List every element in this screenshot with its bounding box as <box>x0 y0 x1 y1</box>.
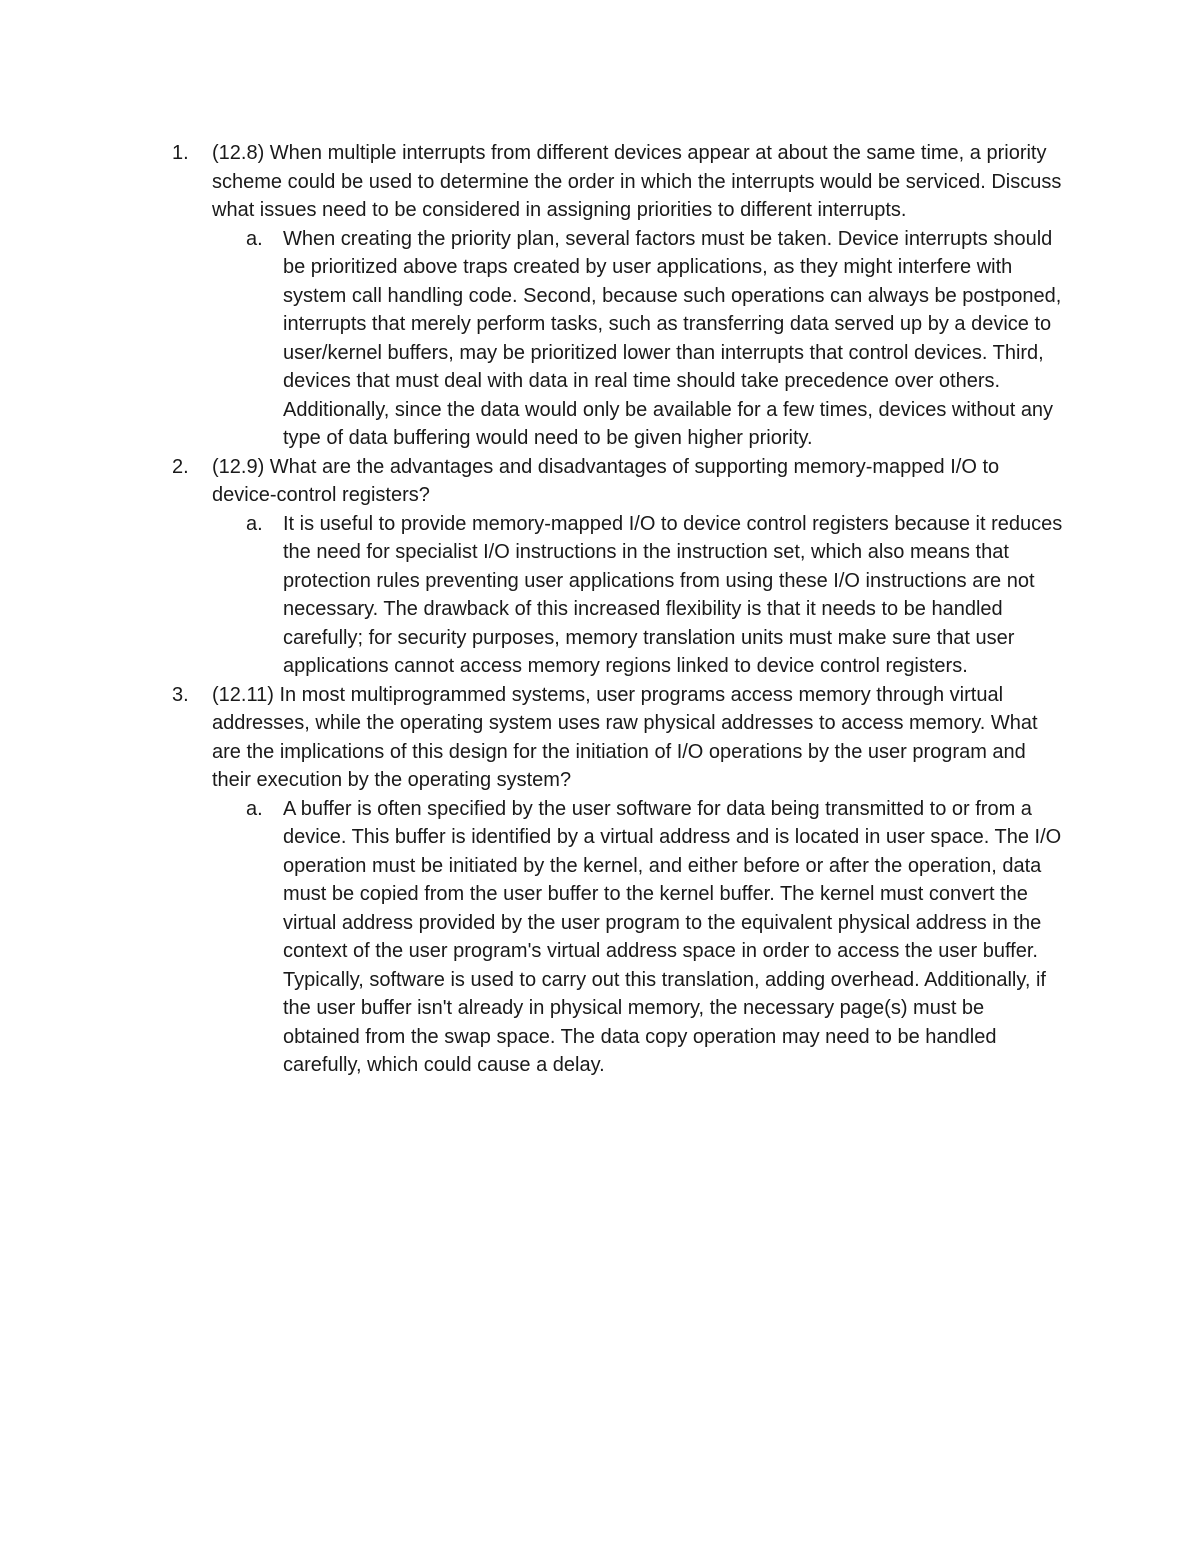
answer-text: It is useful to provide memory-mapped I/O to device control registers because it reduces the need for specialist I/O instructions in the instruction set, which also means that protection rules preventing user applications from using these I/O instructions are not necessary. The drawback of this increased flexibility is that it needs to be handled carefully; for security purposes, memory translation units must make sure that user applications cannot access memory regions linked to device control registers. <box>283 512 1063 677</box>
answer-marker: a. <box>246 227 263 250</box>
question-number: 1. <box>172 142 189 164</box>
answer-list <box>212 795 1065 1080</box>
answer-list <box>212 225 1065 453</box>
question-number: 2. <box>172 455 189 478</box>
answer-item <box>212 510 1065 681</box>
answer-list <box>212 510 1065 681</box>
answer-text: A buffer is often specified by the user software for data being transmitted to or from a device. This buffer is identified by a virtual address and is located in user space. The I/O operation must be initiated by the kernel, and either before or after the operation, data must be copied from the user buffer to the kernel buffer. The kernel must convert the virtual address provided by the user program to the equivalent physical address in the context of the user program's virtual address space in order to access the user buffer. Typically, software is used to carry out this translation, adding overhead. Additionally, if the user buffer isn't already in physical memory, the necessary page(s) must be obtained from the swap space. The data copy operation may need to be handled carefully, which could cause a delay. <box>283 797 1062 1076</box>
answer-text: When creating the priority plan, several factors must be taken. Device interrupts should be prioritized above traps created by user applications, as they might interfere with system call handling code. Second, because such operations can always be postponed, interrupts that merely perform tasks, such as transferring data served up by a device to user/kernel buffers, may be prioritized lower than interrupts that control devices. Third, devices that must deal with data in real time should take precedence over others. Additionally, since the data would only be available for a few times, devices without any type of data buffering would need to be given higher priority. <box>283 227 1062 449</box>
question-item-3 <box>170 681 1065 1080</box>
question-list <box>170 139 1065 1080</box>
answer-item <box>212 795 1065 1080</box>
question-item-1 <box>170 139 1065 453</box>
question-text: (12.8) When multiple interrupts from different devices appear at about the same time, a priority scheme could be used to determine the order in which the interrupts would be serviced. Discuss what issues need to be considered in assigning priorities to different interrupts. <box>212 142 1062 221</box>
answer-item <box>212 225 1065 453</box>
question-text: (12.9) What are the advantages and disadvantages of supporting memory-mapped I/O to device-control registers? <box>212 455 1000 506</box>
answer-marker: a. <box>246 797 263 820</box>
question-number: 3. <box>172 683 189 706</box>
answer-marker: a. <box>246 512 263 535</box>
question-text: (12.11) In most multiprogrammed systems, user programs access memory through virtual addresses, while the operating system uses raw physical addresses to access memory. What are the implications of this design for the initiation of I/O operations by the user program and their execution by the operating system? <box>212 683 1038 791</box>
question-item-2 <box>170 453 1065 681</box>
